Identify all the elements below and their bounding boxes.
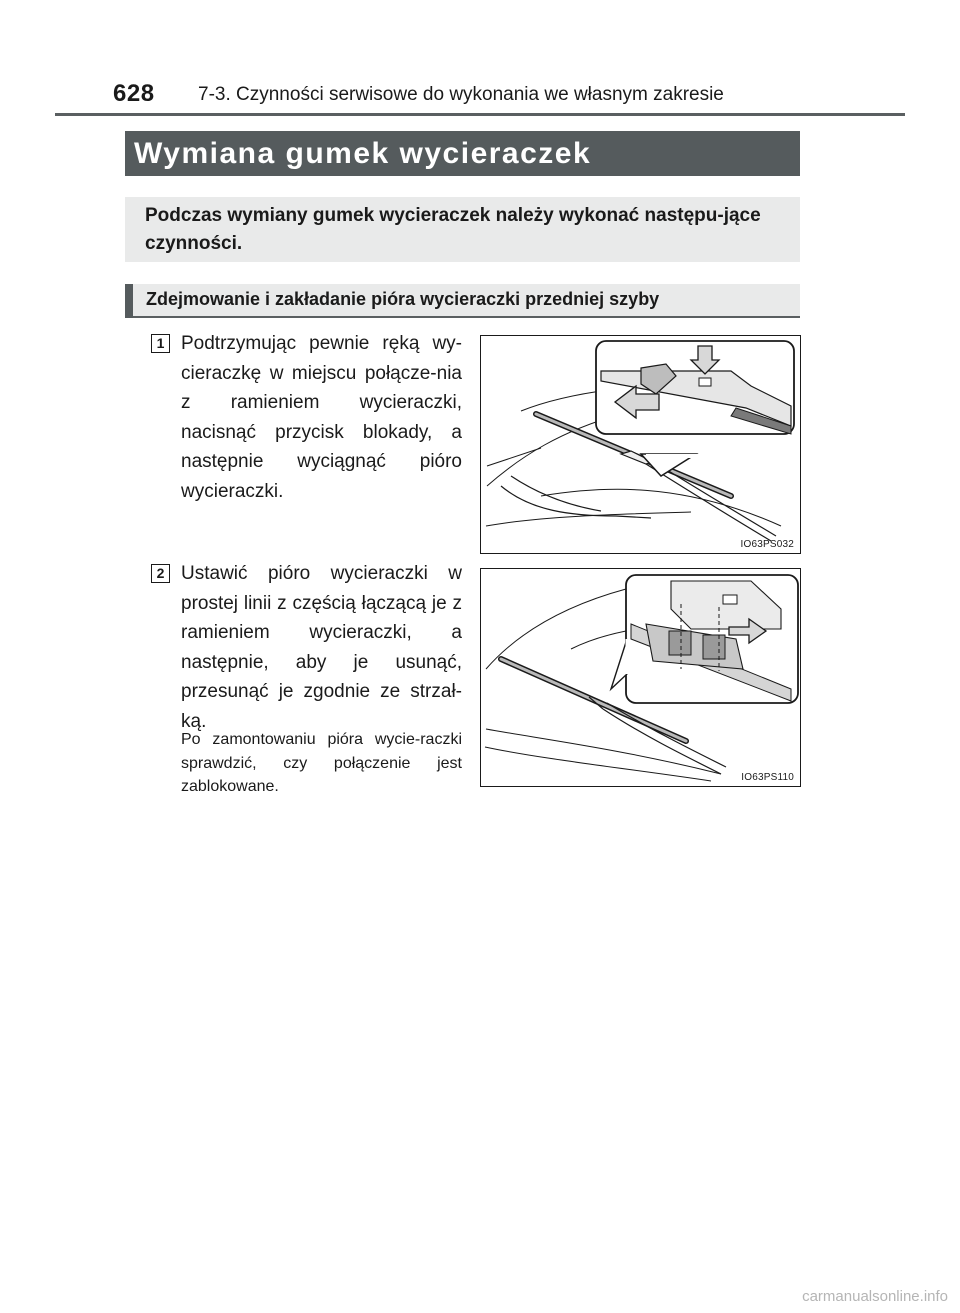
wiper-alignment-illustration bbox=[481, 569, 799, 785]
intro-text: Podczas wymiany gumek wycieraczek należy wykonać następu-jące czynności. bbox=[125, 197, 800, 262]
watermark: carmanualsonline.info bbox=[802, 1288, 948, 1305]
page-number: 628 bbox=[113, 80, 155, 107]
subsection-title: Zdejmowanie i zakładanie pióra wycieraczki przedniej szyby bbox=[146, 289, 660, 309]
step-1-figure bbox=[480, 335, 801, 554]
subsection-accent-bar bbox=[125, 284, 133, 318]
step-1-badge: 1 bbox=[151, 334, 170, 353]
header-rule bbox=[55, 113, 905, 116]
section-title: Wymiana gumek wycieraczek bbox=[125, 131, 800, 176]
chapter-header: 7-3. Czynności serwisowe do wykonania we własnym zakresie bbox=[198, 84, 724, 105]
step-2-figure bbox=[480, 568, 801, 787]
wiper-removal-illustration bbox=[481, 336, 799, 552]
step-2-figure-code: IO63PS110 bbox=[741, 772, 794, 783]
step-1-figure-code: IO63PS032 bbox=[740, 539, 794, 550]
step-2-text: Ustawić pióro wycieraczki w prostej linii z częścią łączącą je z ramieniem wycieraczki, a następnie, aby je usunąć, przesunąć je zgodnie ze strzał-ką. bbox=[181, 563, 462, 732]
step-2-badge: 2 bbox=[151, 564, 170, 583]
subsection-heading bbox=[125, 284, 800, 318]
step-1-text: Podtrzymując pewnie ręką wy-cieraczkę w miejscu połącze-nia z ramieniem wycieraczki, nacisnąć przycisk blokady, a następnie wyciągnąć pióro wycieraczki. bbox=[181, 333, 462, 502]
step-2-note: Po zamontowaniu pióra wycie-raczki sprawdzić, czy połączenie jest zablokowane. bbox=[181, 731, 462, 795]
